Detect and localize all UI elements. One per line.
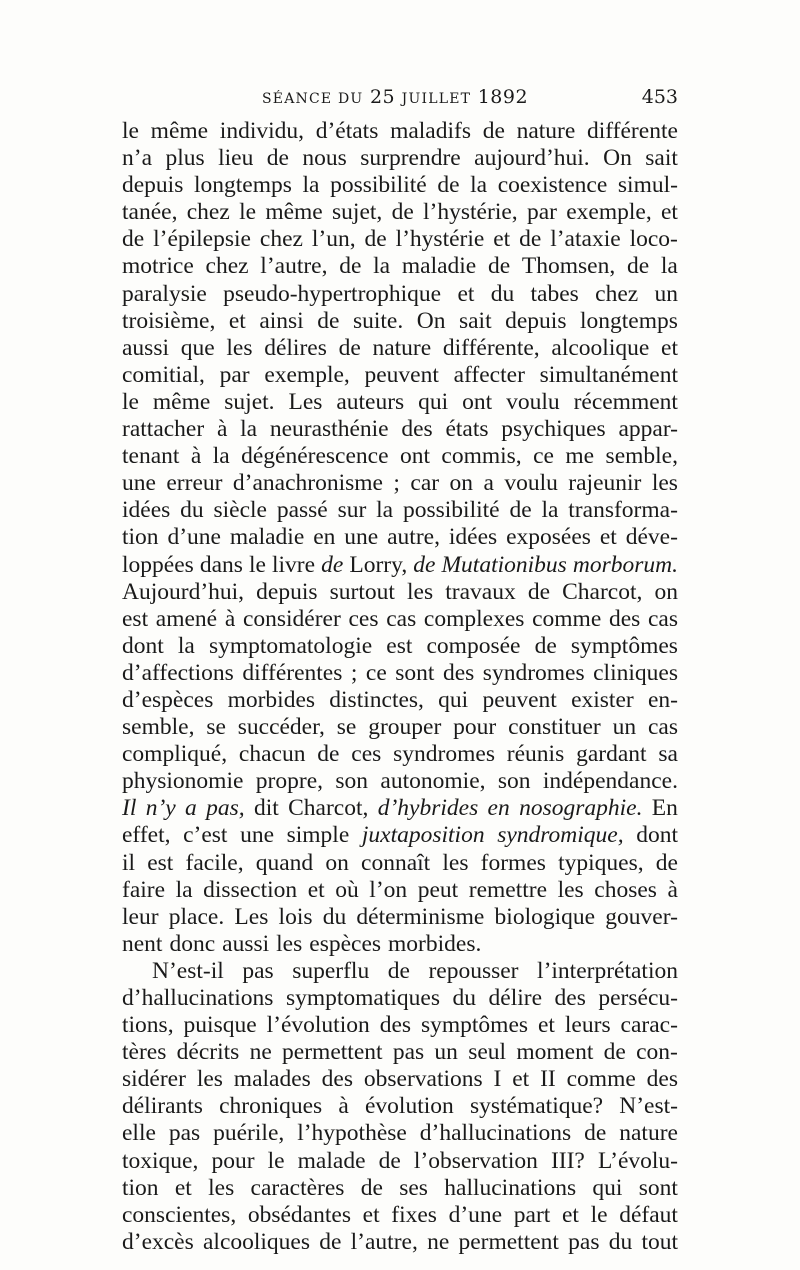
text-line: est amené à considérer ces cas complexes comme des cas <box>122 605 678 632</box>
text-line: nent donc aussi les espèces morbides. <box>122 930 482 957</box>
text-line: tères décrits ne permettent pas un seul moment de con- <box>122 1039 678 1066</box>
page-number: 453 <box>641 86 678 108</box>
text-line: le même individu, d’états maladifs de nature différente <box>122 118 678 144</box>
text-line: motrice chez l’autre, de la maladie de Thomsen, de la <box>122 253 678 280</box>
running-head-month: JUILLET <box>401 91 472 107</box>
text-line: elle pas puérile, l’hypothèse d’hallucinations de nature <box>122 1120 678 1147</box>
text-line: n’a plus lieu de nous surprendre aujourd’hui. On sait <box>122 145 678 172</box>
text-line: conscientes, obsédantes et fixes d’une part et le défaut <box>122 1201 678 1228</box>
text-line: tion d’une maladie en une autre, idées exposées et déve- <box>122 524 678 551</box>
running-head-year: 1892 <box>477 86 529 108</box>
text-line: délirants chroniques à évolution systématique? N’est- <box>122 1093 678 1120</box>
text-line: tanée, chez le même sujet, de l’hystérie, par exemple, et <box>122 199 678 226</box>
text-line: Aujourd’hui, depuis surtout les travaux de Charcot, on <box>122 578 678 605</box>
text-line: d’affections différentes ; ce sont des syndromes cliniques <box>122 659 678 686</box>
text-line: leur place. Les lois du déterminisme biologique gouver- <box>122 903 678 930</box>
text-line: toxique, pour le malade de l’observation III? L’évolu- <box>122 1147 678 1174</box>
body-text <box>122 118 678 1256</box>
text-line: d’espèces morbides distinctes, qui peuvent exister en- <box>122 686 678 713</box>
text-line: depuis longtemps la possibilité de la coexistence simul- <box>122 172 678 199</box>
text-line: tenant à la dégénérescence ont commis, ce me semble, <box>122 443 678 470</box>
text-line: physionomie propre, son autonomie, son indépendance. <box>122 768 678 795</box>
text-line: comitial, par exemple, peuvent affecter simultanément <box>122 361 678 388</box>
text-line: paralysie pseudo-hypertrophique et du tabes chez un <box>122 280 678 307</box>
text-line: de l’épilepsie chez l’un, de l’hystérie et de l’ataxie loco- <box>122 226 678 253</box>
running-head-day: 25 <box>369 86 396 108</box>
text-line: d’excès alcooliques de l’autre, ne permettent pas du tout <box>122 1228 678 1255</box>
running-head <box>262 86 528 108</box>
text-line: loppées dans le livre de Lorry, de Mutationibus morborum. <box>122 551 678 578</box>
text-line: une erreur d’anachronisme ; car on a voulu rajeunir les <box>122 470 678 497</box>
text-line: il est facile, quand on connaît les formes typiques, de <box>122 849 678 876</box>
text-line: sidérer les malades des observations I et II comme des <box>122 1066 678 1093</box>
text-line: rattacher à la neurasthénie des états psychiques appar- <box>122 416 678 443</box>
text-line: compliqué, chacun de ces syndromes réunis gardant sa <box>122 741 678 768</box>
text-line: le même sujet. Les auteurs qui ont voulu récemment <box>122 388 678 415</box>
text-line: tion et les caractères de ses hallucinations qui sont <box>122 1174 678 1201</box>
text-line: faire la dissection et où l’on peut remettre les choses à <box>122 876 678 903</box>
text-line: aussi que les délires de nature différente, alcoolique et <box>122 334 678 361</box>
text-line: troisième, et ainsi de suite. On sait depuis longtemps <box>122 307 678 334</box>
text-line: dont la symptomatologie est composée de symptômes <box>122 632 678 659</box>
running-head-prefix: SÉANCE DU <box>262 91 364 107</box>
text-line: effet, c’est une simple juxtaposition syndromique, dont <box>122 822 678 849</box>
text-line: N’est-il pas superflu de repousser l’interprétation <box>152 957 678 984</box>
text-line: idées du siècle passé sur la possibilité de la transforma- <box>122 497 678 524</box>
page-header <box>122 86 678 114</box>
text-line: tions, puisque l’évolution des symptômes et leurs carac- <box>122 1012 678 1039</box>
text-line: d’hallucinations symptomatiques du délire des persécu- <box>122 985 678 1011</box>
text-line: semble, se succéder, se grouper pour constituer un cas <box>122 714 678 741</box>
text-line: Il n’y a pas, dit Charcot, d’hybrides en nosographie. En <box>122 795 678 822</box>
